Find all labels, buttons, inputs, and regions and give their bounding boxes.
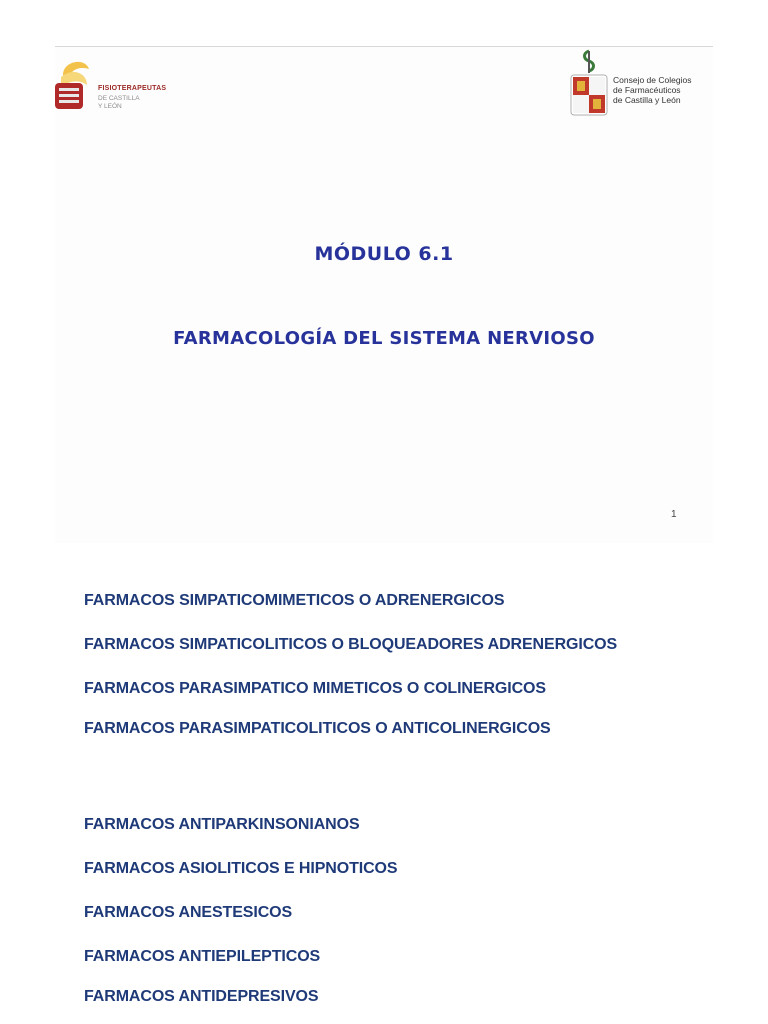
topic-item: FARMACOS ANTIPARKINSONIANOS: [84, 816, 360, 833]
topic-item: FARMACOS ANTIDEPRESIVOS: [84, 988, 319, 1005]
topic-item: FARMACOS SIMPATICOMIMETICOS O ADRENERGICOS: [84, 592, 505, 609]
module-title: MÓDULO 6.1: [314, 243, 454, 265]
logo-left-line3: Y LEÓN: [98, 103, 122, 110]
topic-item: FARMACOS ANTIEPILEPTICOS: [84, 948, 321, 965]
slide-page-number: 1: [671, 509, 677, 520]
topic-item: FARMACOS PARASIMPATICOLITICOS O ANTICOLINERGICOS: [84, 720, 551, 737]
topic-item: FARMACOS SIMPATICOLITICOS O BLOQUEADORES ADRENERGICOS: [84, 636, 618, 653]
topic-item: FARMACOS PARASIMPATICO MIMETICOS O COLINERGICOS: [84, 680, 546, 697]
topic-item: FARMACOS ASIOLITICOS E HIPNOTICOS: [84, 860, 398, 877]
logo-right-line1: Consejo de Colegios: [613, 75, 692, 85]
logo-left-line1: FISIOTERAPEUTAS: [98, 85, 167, 92]
coat-of-arms-icon: [569, 49, 609, 117]
fisioterapeutas-emblem-icon: [55, 55, 97, 115]
logo-right-line3: de Castilla y León: [613, 95, 681, 105]
topic-item: FARMACOS ANESTESICOS: [84, 904, 293, 921]
title-slide-image: [55, 46, 713, 543]
logo-left-line2: DE CASTILLA: [98, 95, 140, 102]
logo-right-text: [613, 75, 691, 105]
consejo-farmaceuticos-logo: [569, 49, 713, 119]
logo-right-line2: de Farmacéuticos: [613, 85, 681, 95]
fisioterapeutas-logo: [55, 55, 185, 115]
subject-title: FARMACOLOGÍA DEL SISTEMA NERVIOSO: [173, 328, 595, 349]
